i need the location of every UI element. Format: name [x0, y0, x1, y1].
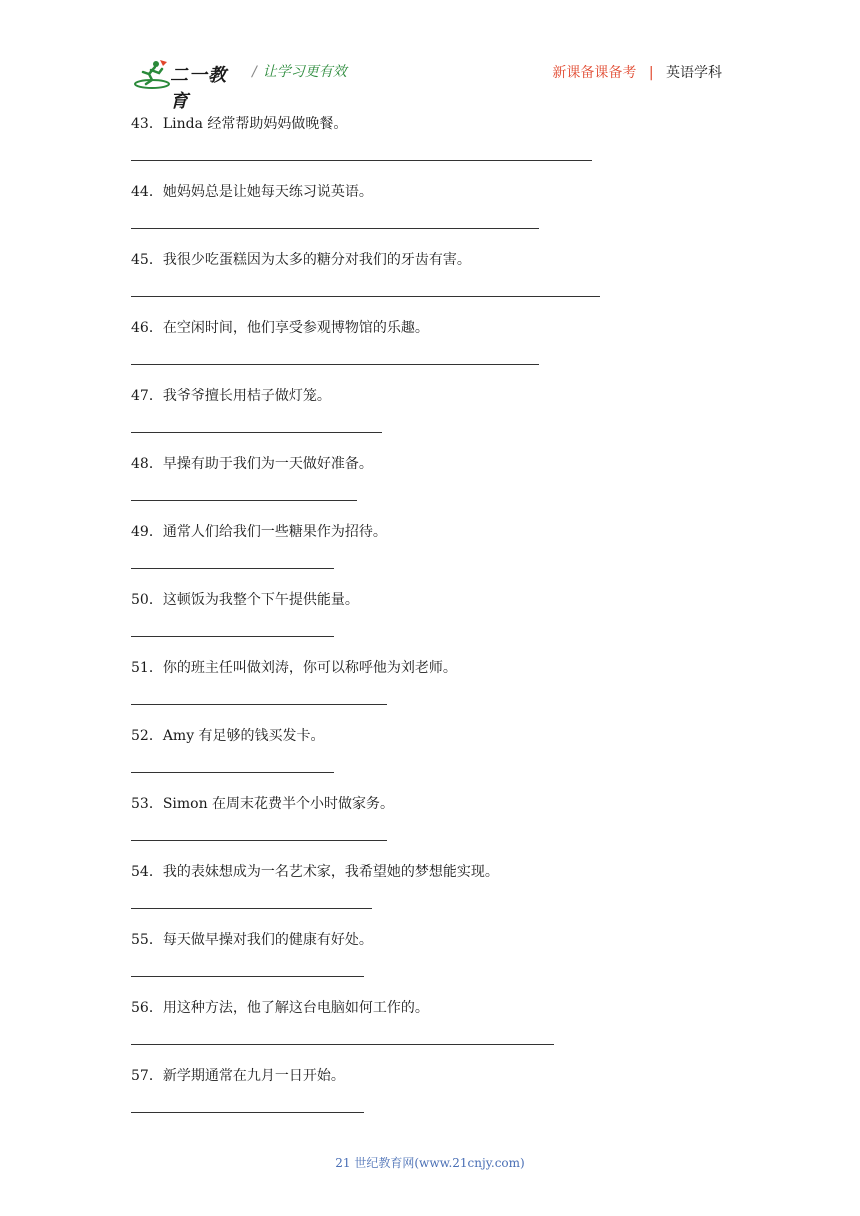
- answer-line-51[interactable]: [131, 704, 387, 705]
- header-separator: |: [648, 65, 654, 81]
- answer-line-54[interactable]: [131, 908, 372, 909]
- subject-label: 英语学科: [666, 65, 722, 81]
- logo: [134, 58, 244, 112]
- answer-line-56[interactable]: [131, 1044, 554, 1045]
- answer-line-48[interactable]: [131, 500, 357, 501]
- question-55: 55．每天做早操对我们的健康有好处。: [131, 932, 373, 948]
- question-50: 50．这顿饭为我整个下午提供能量。: [131, 592, 359, 608]
- header-right: [552, 62, 722, 82]
- answer-line-45[interactable]: [131, 296, 600, 297]
- runner-logo-icon: [134, 58, 170, 90]
- answer-line-49[interactable]: [131, 568, 334, 569]
- question-48: 48．早操有助于我们为一天做好准备。: [131, 456, 373, 472]
- question-52: 52．Amy 有足够的钱买发卡。: [131, 728, 325, 744]
- question-56: 56．用这种方法，他了解这台电脑如何工作的。: [131, 1000, 429, 1016]
- page-header: [0, 0, 860, 112]
- answer-line-43[interactable]: [131, 160, 592, 161]
- question-54: 54．我的表妹想成为一名艺术家，我希望她的梦想能实现。: [131, 864, 499, 880]
- question-53: 53．Simon 在周末花费半个小时做家务。: [131, 796, 395, 812]
- question-51: 51．你的班主任叫做刘涛，你可以称呼他为刘老师。: [131, 660, 457, 676]
- question-49: 49．通常人们给我们一些糖果作为招待。: [131, 524, 387, 540]
- question-45: 45．我很少吃蛋糕因为太多的糖分对我们的牙齿有害。: [131, 252, 471, 268]
- exam-label: 新课备课备考: [552, 65, 637, 81]
- answer-line-52[interactable]: [131, 772, 334, 773]
- question-57: 57．新学期通常在九月一日开始。: [131, 1068, 345, 1084]
- answer-line-57[interactable]: [131, 1112, 364, 1113]
- question-44: 44．她妈妈总是让她每天练习说英语。: [131, 184, 373, 200]
- answer-line-50[interactable]: [131, 636, 334, 637]
- logo-text: 二一教育: [170, 65, 227, 112]
- question-43: 43．Linda 经常帮助妈妈做晚餐。: [131, 116, 348, 132]
- slogan: / 让学习更有效: [252, 64, 347, 80]
- question-46: 46．在空闲时间，他们享受参观博物馆的乐趣。: [131, 320, 429, 336]
- answer-line-47[interactable]: [131, 432, 382, 433]
- answer-line-46[interactable]: [131, 364, 539, 365]
- page-footer: 21 世纪教育网(www.21cnjy.com): [335, 1156, 525, 1170]
- answer-line-53[interactable]: [131, 840, 387, 841]
- answer-line-55[interactable]: [131, 976, 364, 977]
- question-47: 47．我爷爷擅长用桔子做灯笼。: [131, 388, 331, 404]
- answer-line-44[interactable]: [131, 228, 539, 229]
- slogan-text: 让学习更有效: [262, 64, 347, 80]
